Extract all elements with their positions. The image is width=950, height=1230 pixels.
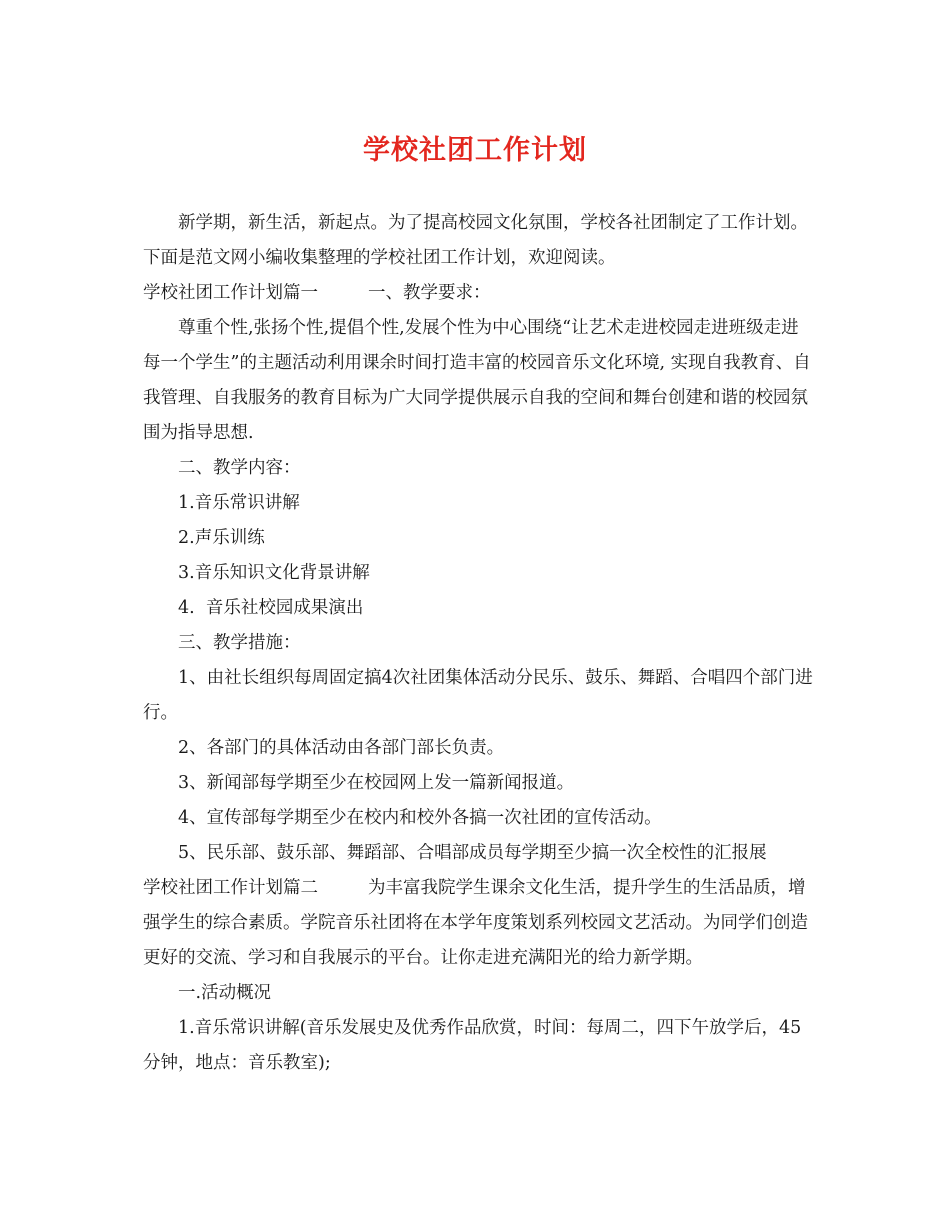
part2-paragraph	[143, 871, 813, 976]
list-item: 5、民乐部、鼓乐部、舞蹈部、合唱部成员每学期至少搞一次全校性的汇报展	[178, 843, 767, 863]
sec3-heading: 三、教学措施：	[178, 633, 301, 653]
intro-paragraph: 新学期，新生活，新起点。为了提高校园文化氛围，学校各社团制定了工作计划。下面是范文网小编收集整理的学校社团工作计划，欢迎阅读。	[143, 213, 808, 268]
activity-item: 1.音乐常识讲解(音乐发展史及优秀作品欣赏，时间：每周二，四下午放学后，45分钟，地点：音乐教室);	[143, 1018, 802, 1073]
activity-heading: 一.活动概况	[178, 983, 272, 1003]
document-body	[143, 206, 813, 1081]
part1-label: 学校社团工作计划篇一	[143, 283, 318, 303]
list-item: 3.音乐知识文化背景讲解	[178, 563, 370, 583]
sec1-heading: 一、教学要求：	[368, 283, 491, 303]
document-title: 学校社团工作计划	[363, 135, 587, 166]
list-item: 4、宣传部每学期至少在校内和校外各搞一次社团的宣传活动。	[178, 808, 662, 828]
part2-body: 为丰富我院学生课余文化生活，提升学生的生活品质，增强学生的综合素质。学院音乐社团将在本学年度策划系列校园文艺活动。为同学们创造更好的交流、学习和自我展示的平台。让你走进充满阳光的给力新学期。	[143, 878, 808, 968]
list-item: 1、由社长组织每周固定搞4次社团集体活动分民乐、鼓乐、舞蹈、合唱四个部门进行。	[143, 668, 813, 723]
sec1-body: 尊重个性,张扬个性,提倡个性,发展个性为中心围绕“让艺术走进校园走进班级走进每一个学生”的主题活动利用课余时间打造丰富的校园音乐文化环境, 实现自我教育、自我管理、自我服务的教育目标为广大同学提供展示自我的空间和舞台创建和谐的校园氛围为指导思想.	[143, 318, 811, 443]
sec2-heading: 二、教学内容：	[178, 458, 301, 478]
list-item: 3、新闻部每学期至少在校园网上发一篇新闻报道。	[178, 773, 575, 793]
part1-line	[143, 276, 813, 311]
part2-label: 学校社团工作计划篇二	[143, 878, 318, 898]
list-item: 2.声乐训练	[178, 528, 265, 548]
list-item: 2、各部门的具体活动由各部门部长负责。	[178, 738, 505, 758]
list-item: 1.音乐常识讲解	[178, 493, 300, 513]
list-item: 4. 音乐社校园成果演出	[178, 598, 364, 618]
